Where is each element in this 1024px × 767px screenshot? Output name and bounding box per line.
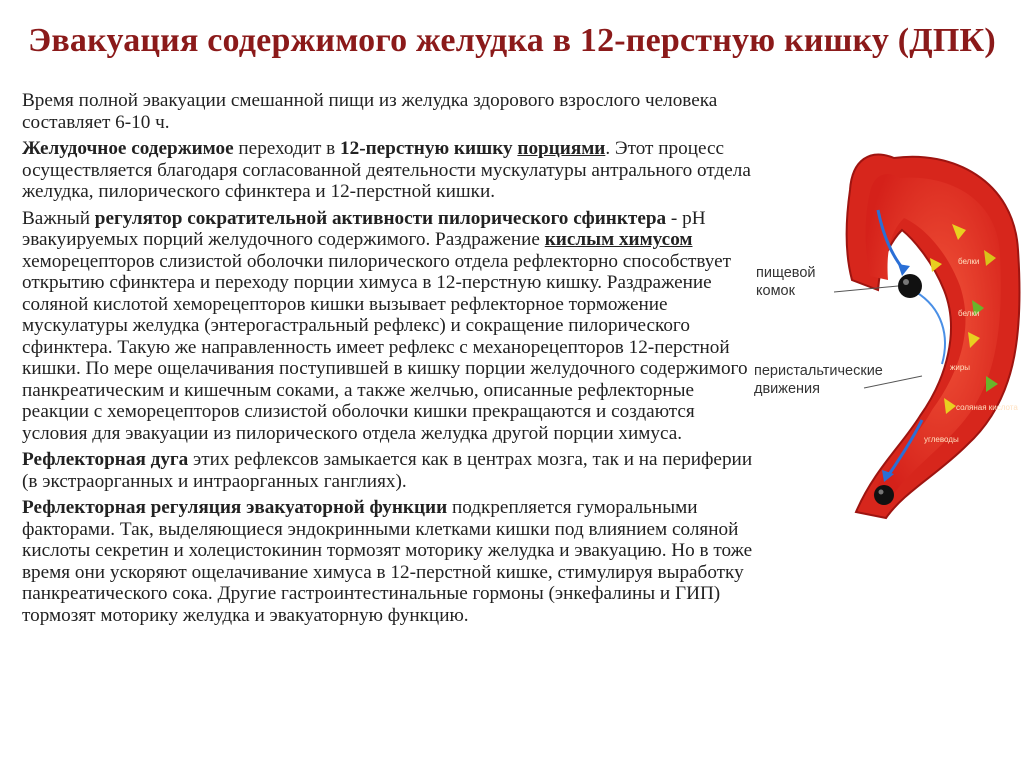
text-segment: . Этот процесс осуществляется благодаря согласованной деятельности мускулатуры антрального отдела желудка, пилорического сфинктера и 12-перстной кишки. [22,138,751,202]
food-bolus-highlight [879,490,884,495]
label-peristaltic-movements: перистальтические движения [754,363,883,397]
text-segment-bold: Желудочное содержимое [22,138,234,159]
text-segment-bold: 12-перстную кишку [340,138,513,159]
text-segment-bold-underline: кислым химусом [544,229,693,250]
stomach-lumen [866,174,1001,500]
paragraph-humoral [22,497,764,626]
inner-label: углеводы [924,435,959,444]
text-segment-bold: регулятор сократительной активности пилорического сфинктера [94,207,667,229]
inner-label: белки [958,257,980,266]
arrow-peristalsis [916,292,945,364]
text-segment-bold: Рефлекторная дуга [22,449,189,470]
inner-label: белки [958,309,980,318]
food-bolus [874,485,894,505]
text-body [22,90,764,631]
stomach-diagram [752,140,1024,530]
inner-label: соляная кислота [956,403,1018,412]
food-bolus-highlight [903,279,909,285]
text-segment: этих рефлексов замыкается как в центрах мозга, так и на периферии (в экстраорганных и интраорганных ганглиях). [22,449,753,492]
text-segment: переходит в [233,138,341,159]
text-segment-bold-underline: порциями [517,138,606,159]
paragraph-evacuation-time [22,90,764,133]
pointer-line [834,286,898,292]
label-food-bolus: пищевой комок [756,265,816,299]
paragraph-portions [22,138,764,203]
slide-title: Эвакуация содержимого желудка в 12-перстную кишку (ДПК) [28,22,996,59]
inner-label: жиры [950,363,971,372]
paragraph-regulator [22,208,764,445]
text-segment: Важный [22,207,95,229]
text-segment: Время полной эвакуации смешанной пищи из желудка здорового взрослого человека составляет 6-10 ч. [22,90,718,133]
stomach-illustration [752,140,1024,530]
paragraph-reflex-arc [22,449,764,492]
text-segment: подкрепляется гуморальными факторами. Так, выделяющиеся эндокринными клетками кишки под влиянием соляной кислоты секретин и холецистокинин тормозят моторику желудка и эвакуацию. Но в тоже время они ускоряют ощелачивание химуса в 12-перстной кишке, стимулируя выработку панкреатического сока. Другие гастроинтестинальные гормоны (энкефалины и ГИП) тормозят моторику желудка и эвакуаторную функцию. [22,497,753,626]
food-bolus [898,274,922,298]
text-segment: - рН эвакуируемых порций желудочного содержимого. Раздражение [22,207,706,250]
text-segment: хеморецепторов слизистой оболочки пилорического отдела рефлекторно способствует открытию сфинктера и переходу порции химуса в 12-перстную кишку. Раздражение соляной кислотой хеморецепторов кишки вызывает рефлекторное торможение мускулатуры желудка (энтерогастральный рефлекс) и сокращение пилорического сфинктера. Такую же направленность имеет рефлекс с механорецепторов 12-перстной кишки. По мере ощелачивания поступившей в кишку порции желудочного содержимого панкреатическим и кишечным соками, а также желчью, описанные рефлекторные реакции с хеморецепторов слизистой оболочки кишки прекращаются и создаются условия для эвакуации из пилорического отдела желудка другой порции химуса. [22,250,748,444]
text-segment-bold: Рефлекторная регуляция эвакуаторной функции [22,497,448,518]
